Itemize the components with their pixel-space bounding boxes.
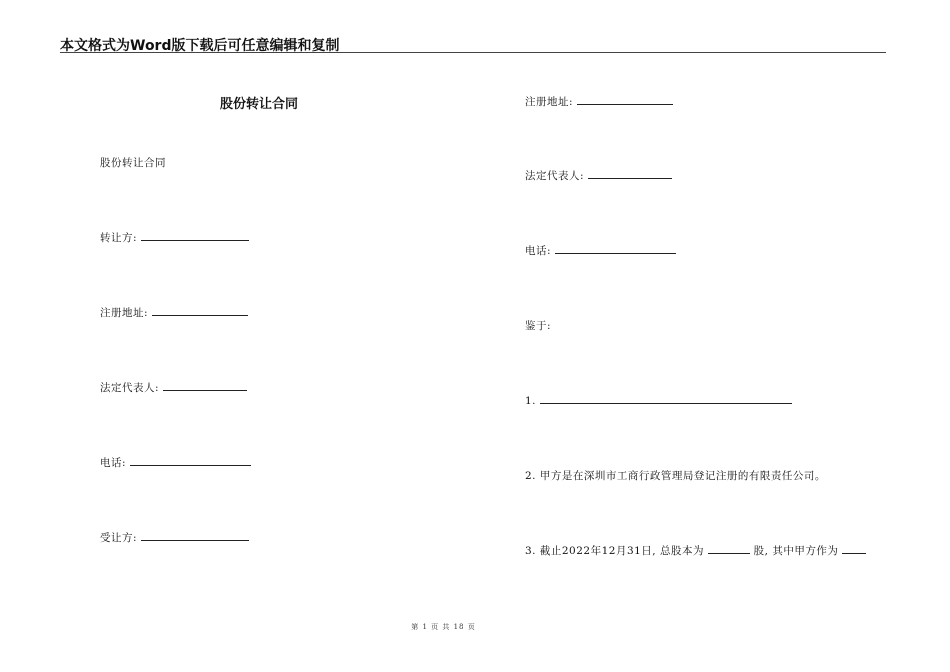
reg-address-label: 注册地址:: [100, 307, 149, 319]
whereas-text: 鉴于:: [525, 320, 552, 332]
phone-blank[interactable]: [130, 455, 251, 466]
reg-address-blank[interactable]: [577, 94, 673, 105]
subtitle-text: 股份转让合同: [100, 157, 166, 169]
clause-3-text-a: 3. 截止2022年12月31日, 总股本为: [525, 545, 704, 557]
phone-label: 电话:: [100, 457, 127, 469]
clause-2: [525, 468, 826, 483]
clause-1: [525, 393, 792, 407]
transferee-label: 受让方:: [100, 532, 138, 544]
left-subtitle: [100, 155, 166, 170]
reg-address-label: 注册地址:: [525, 96, 574, 108]
page-footer: 第 1 页 共 18 页: [411, 623, 476, 631]
transferee-blank[interactable]: [141, 530, 249, 541]
transferor-label: 转让方:: [100, 232, 138, 244]
right-legal-rep-field: [525, 168, 672, 183]
clause-3-text-b: 股, 其中甲方作为: [753, 545, 839, 557]
right-reg-address-field: [525, 94, 673, 109]
clause-2-text: 2. 甲方是在深圳市工商行政管理局登记注册的有限责任公司。: [525, 470, 826, 482]
legal-rep-label: 法定代表人:: [525, 170, 585, 182]
clause-3-tail-blank[interactable]: [842, 543, 866, 554]
header-divider: [60, 52, 886, 53]
phone-blank[interactable]: [555, 243, 676, 254]
clause-1-number: 1.: [525, 395, 537, 407]
phone-label: 电话:: [525, 245, 552, 257]
transferee-field: [100, 530, 249, 545]
left-legal-rep-field: [100, 380, 247, 395]
right-phone-field: [525, 243, 676, 258]
reg-address-blank[interactable]: [152, 305, 248, 316]
whereas-heading: [525, 318, 551, 333]
header-title: 本文格式为Word版下载后可任意编辑和复制: [60, 38, 340, 54]
transferor-blank[interactable]: [141, 230, 249, 241]
left-phone-field: [100, 455, 251, 470]
clause-3-shares-blank[interactable]: [708, 543, 750, 554]
legal-rep-label: 法定代表人:: [100, 382, 160, 394]
legal-rep-blank[interactable]: [163, 380, 247, 391]
transferor-field: [100, 230, 249, 245]
document-title: 股份转让合同: [220, 97, 299, 112]
clause-1-blank[interactable]: [540, 393, 792, 404]
left-reg-address-field: [100, 305, 248, 320]
legal-rep-blank[interactable]: [588, 168, 672, 179]
clause-3: [525, 543, 866, 558]
